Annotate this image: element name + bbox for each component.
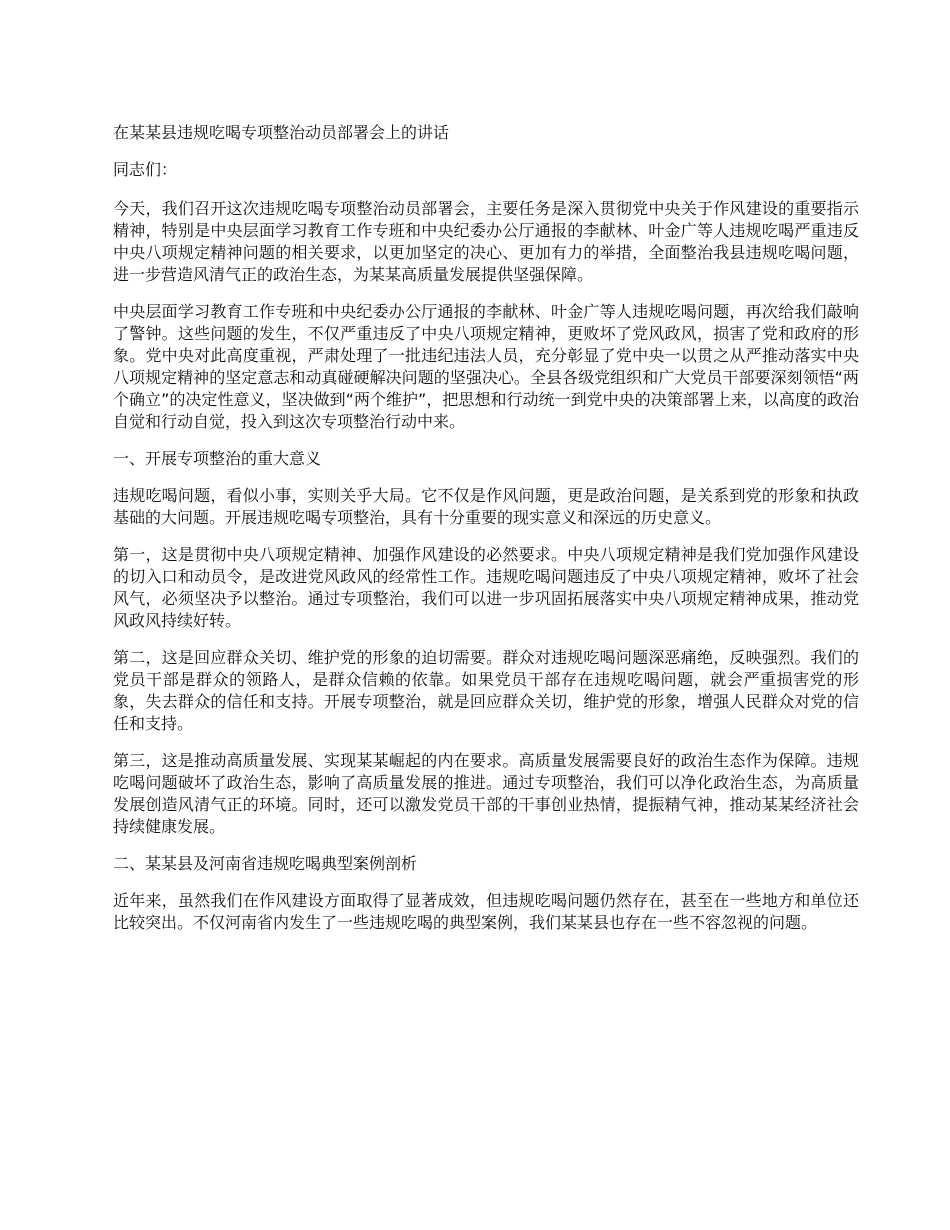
section-heading-cases: 二、某某县及河南省违规吃喝典型案例剖析	[113, 854, 418, 873]
paragraph-point-second: 第二，这是回应群众关切、维护党的形象的迫切需要。群众对违规吃喝问题深恶痛绝，反映强烈。我们的党员干部是群众的领路人，是群众信赖的依靠。如果党员干部存在违规吃喝问题，就会严重损害党的形象，失去群众的信任和支持。开展专项整治，就是回应群众关切，维护党的形象，增强人民群众对党的信任和支持。	[113, 648, 859, 733]
paragraph-warning: 中央层面学习教育工作专班和中央纪委办公厅通报的李献林、叶金广等人违规吃喝问题，再次给我们敲响了警钟。这些问题的发生，不仅严重违反了中央八项规定精神，更败坏了党风政风，损害了党和政府的形象。党中央对此高度重视，严肃处理了一批违纪违法人员，充分彰显了党中央一以贯之从严推动落实中央八项规定精神的坚定意志和动真碰硬解决问题的坚强决心。全县各级党组织和广大党员干部要深刻领悟“两个确立”的决定性意义，坚决做到“两个维护”，把思想和行动统一到党中央的决策部署上来，以高度的政治自觉和行动自觉，投入到这次专项整治行动中来。	[113, 302, 859, 431]
paragraph-intro: 今天，我们召开这次违规吃喝专项整治动员部署会，主要任务是深入贯彻党中央关于作风建设的重要指示精神，特别是中央层面学习教育工作专班和中央纪委办公厅通报的李献林、叶金广等人违规吃喝严重违反中央八项规定精神问题的相关要求，以更加坚定的决心、更加有力的举措，全面整治我县违规吃喝问题，进一步营造风清气正的政治生态，为某某高质量发展提供坚强保障。	[113, 199, 859, 284]
section-heading-significance: 一、开展专项整治的重大意义	[113, 449, 322, 468]
document-title: 在某某县违规吃喝专项整治动员部署会上的讲话	[113, 123, 450, 142]
paragraph-point-third: 第三，这是推动高质量发展、实现某某崛起的内在要求。高质量发展需要良好的政治生态作为保障。违规吃喝问题破坏了政治生态，影响了高质量发展的推进。通过专项整治，我们可以净化政治生态，为高质量发展创造风清气正的环境。同时，还可以激发党员干部的干事创业热情，提振精气神，推动某某经济社会持续健康发展。	[113, 751, 859, 836]
paragraph-point-first: 第一，这是贯彻中央八项规定精神、加强作风建设的必然要求。中央八项规定精神是我们党加强作风建设的切入口和动员令，是改进党风政风的经常性工作。违规吃喝问题违反了中央八项规定精神，败坏了社会风气，必须坚决予以整治。通过专项整治，我们可以进一步巩固拓展落实中央八项规定精神成果，推动党风政风持续好转。	[113, 545, 859, 630]
paragraph-significance-overview: 违规吃喝问题，看似小事，实则关乎大局。它不仅是作风问题，更是政治问题，是关系到党的形象和执政基础的大问题。开展违规吃喝专项整治，具有十分重要的现实意义和深远的历史意义。	[113, 486, 859, 527]
paragraph-cases-overview: 近年来，虽然我们在作风建设方面取得了显著成效，但违规吃喝问题仍然存在，甚至在一些地方和单位还比较突出。不仅河南省内发生了一些违规吃喝的典型案例，我们某某县也存在一些不容忽视的问题。	[113, 891, 859, 932]
salutation: 同志们：	[113, 160, 178, 179]
document-page	[113, 122, 859, 949]
